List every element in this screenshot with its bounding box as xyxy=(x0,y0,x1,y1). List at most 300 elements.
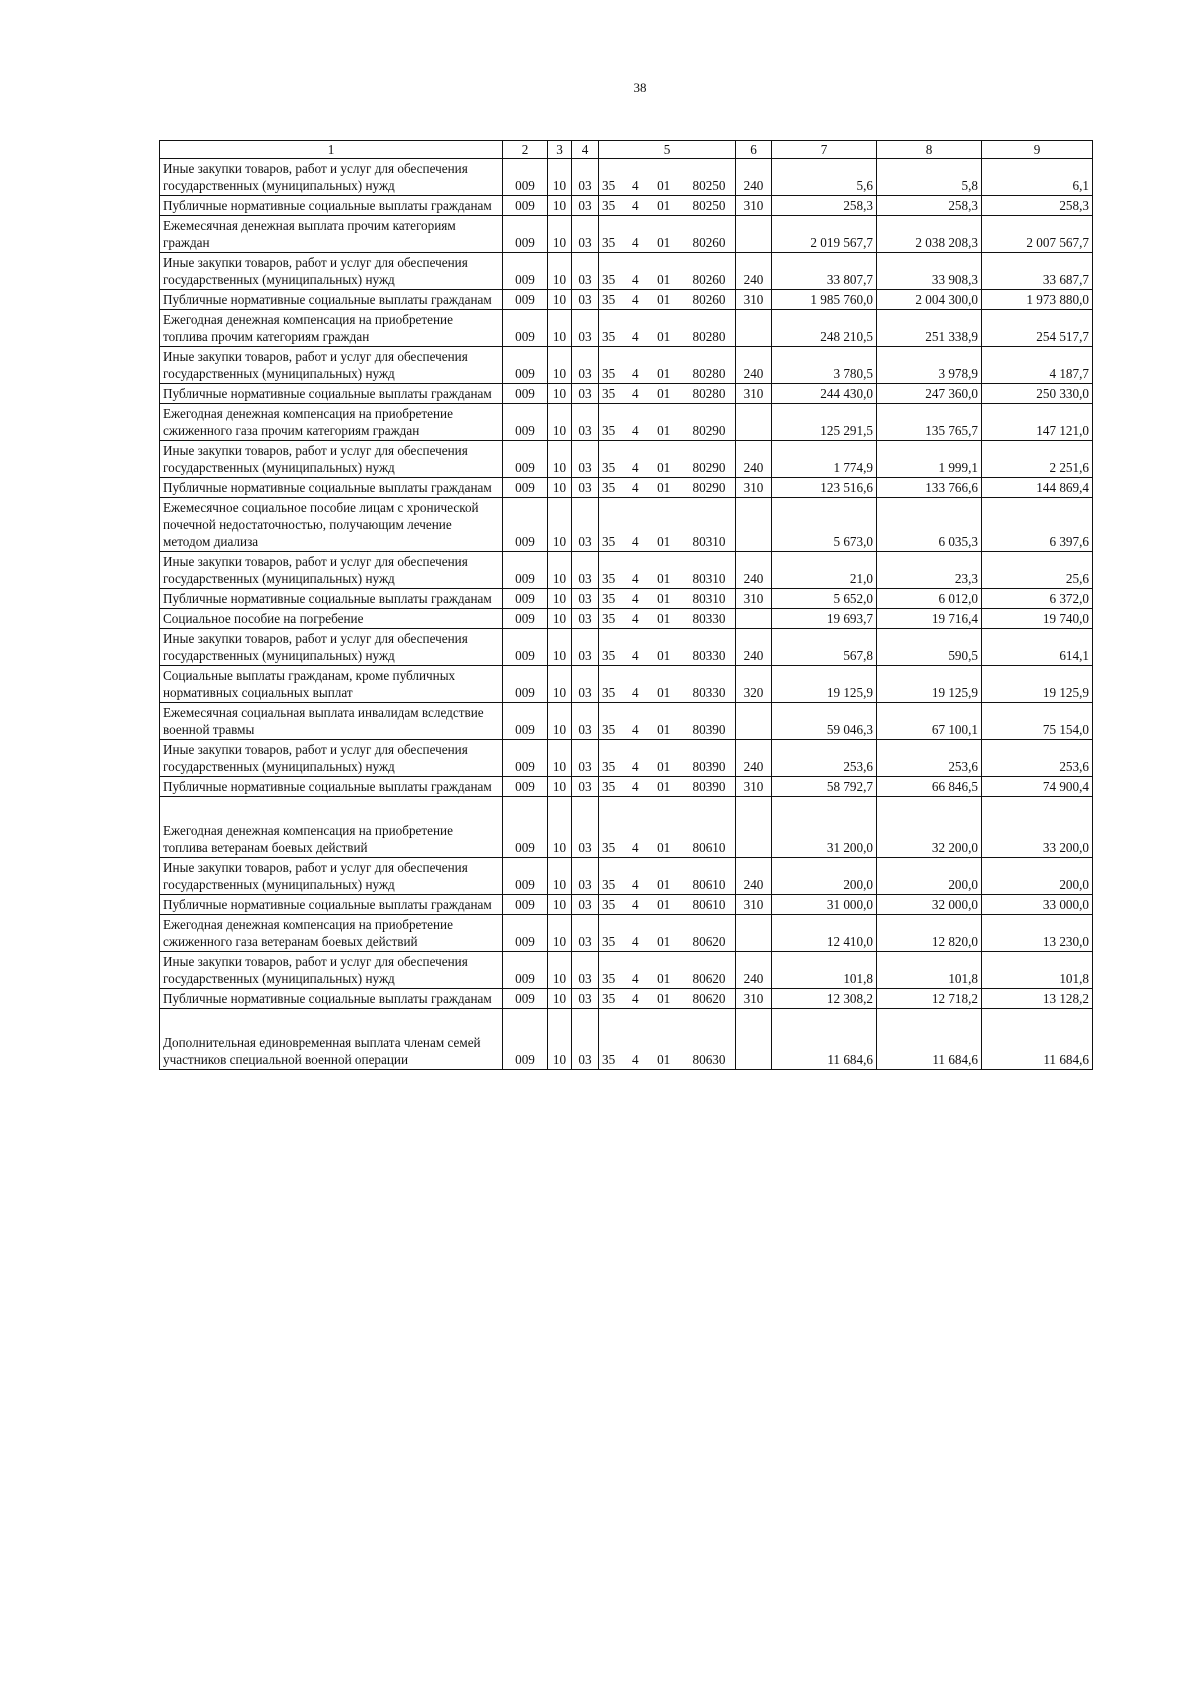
code-event: 01 xyxy=(657,897,671,912)
code-section: 10 xyxy=(548,404,572,441)
code-direction: 80630 xyxy=(692,1052,726,1067)
code-subsection: 03 xyxy=(572,384,599,404)
amount-year-2: 3 978,9 xyxy=(877,347,982,384)
code-section: 10 xyxy=(548,498,572,552)
code-target-article xyxy=(599,1009,736,1070)
table-row xyxy=(160,310,1093,347)
code-ministry: 009 xyxy=(503,895,548,915)
code-target-article xyxy=(599,478,736,498)
code-ministry: 009 xyxy=(503,196,548,216)
code-direction: 80330 xyxy=(692,648,726,663)
amount-year-3: 6 372,0 xyxy=(982,589,1093,609)
code-subprogram: 4 xyxy=(632,759,639,774)
code-subsection: 03 xyxy=(572,589,599,609)
code-subprogram: 4 xyxy=(632,591,639,606)
code-direction: 80610 xyxy=(692,840,726,855)
code-subprogram: 4 xyxy=(632,480,639,495)
code-event: 01 xyxy=(657,991,671,1006)
amount-year-3: 19 125,9 xyxy=(982,666,1093,703)
code-subsection: 03 xyxy=(572,777,599,797)
code-expense-type xyxy=(736,404,772,441)
code-event: 01 xyxy=(657,759,671,774)
code-direction: 80260 xyxy=(692,235,726,250)
code-section: 10 xyxy=(548,384,572,404)
code-subprogram: 4 xyxy=(632,1052,639,1067)
amount-year-1: 248 210,5 xyxy=(772,310,877,347)
row-name: Ежегодная денежная компенсация на приобретение топлива прочим категориям граждан xyxy=(160,310,503,347)
code-section: 10 xyxy=(548,552,572,589)
column-header: 2 xyxy=(503,141,548,159)
code-event: 01 xyxy=(657,571,671,586)
code-direction: 80290 xyxy=(692,423,726,438)
code-direction: 80390 xyxy=(692,759,726,774)
amount-year-1: 2 019 567,7 xyxy=(772,216,877,253)
code-ministry: 009 xyxy=(503,629,548,666)
code-direction: 80250 xyxy=(692,178,726,193)
code-expense-type: 310 xyxy=(736,895,772,915)
code-target-article xyxy=(599,952,736,989)
code-target-article xyxy=(599,404,736,441)
code-target-article xyxy=(599,310,736,347)
amount-year-2: 247 360,0 xyxy=(877,384,982,404)
code-target-article xyxy=(599,290,736,310)
code-direction: 80260 xyxy=(692,292,726,307)
amount-year-1: 5,6 xyxy=(772,159,877,196)
code-target-article xyxy=(599,629,736,666)
amount-year-2: 200,0 xyxy=(877,858,982,895)
code-target-article xyxy=(599,703,736,740)
table-row xyxy=(160,952,1093,989)
code-event: 01 xyxy=(657,1052,671,1067)
code-expense-type: 310 xyxy=(736,384,772,404)
row-name: Публичные нормативные социальные выплаты гражданам xyxy=(160,589,503,609)
code-subprogram: 4 xyxy=(632,877,639,892)
code-program: 35 xyxy=(602,329,616,344)
row-name: Дополнительная единовременная выплата членам семей участников специальной военной операции xyxy=(160,1009,503,1070)
amount-year-1: 567,8 xyxy=(772,629,877,666)
code-program: 35 xyxy=(602,877,616,892)
code-section: 10 xyxy=(548,347,572,384)
budget-table xyxy=(159,140,1093,1070)
row-name: Иные закупки товаров, работ и услуг для обеспечения государственных (муниципальных) нужд xyxy=(160,159,503,196)
code-expense-type xyxy=(736,498,772,552)
amount-year-2: 2 038 208,3 xyxy=(877,216,982,253)
code-direction: 80390 xyxy=(692,722,726,737)
code-ministry: 009 xyxy=(503,159,548,196)
table-row xyxy=(160,253,1093,290)
code-target-article xyxy=(599,196,736,216)
code-subsection: 03 xyxy=(572,347,599,384)
code-ministry: 009 xyxy=(503,552,548,589)
code-section: 10 xyxy=(548,1009,572,1070)
row-name: Иные закупки товаров, работ и услуг для обеспечения государственных (муниципальных) нужд xyxy=(160,552,503,589)
code-subsection: 03 xyxy=(572,895,599,915)
code-event: 01 xyxy=(657,178,671,193)
code-program: 35 xyxy=(602,178,616,193)
row-name: Ежемесячная денежная выплата прочим категориям граждан xyxy=(160,216,503,253)
code-program: 35 xyxy=(602,272,616,287)
code-event: 01 xyxy=(657,877,671,892)
amount-year-1: 200,0 xyxy=(772,858,877,895)
amount-year-3: 1 973 880,0 xyxy=(982,290,1093,310)
code-event: 01 xyxy=(657,840,671,855)
code-subprogram: 4 xyxy=(632,571,639,586)
code-direction: 80620 xyxy=(692,971,726,986)
code-expense-type: 240 xyxy=(736,740,772,777)
code-subsection: 03 xyxy=(572,498,599,552)
code-ministry: 009 xyxy=(503,915,548,952)
row-name: Публичные нормативные социальные выплаты гражданам xyxy=(160,777,503,797)
code-target-article xyxy=(599,384,736,404)
table-row xyxy=(160,404,1093,441)
amount-year-2: 258,3 xyxy=(877,196,982,216)
amount-year-1: 5 652,0 xyxy=(772,589,877,609)
column-header: 5 xyxy=(599,141,736,159)
code-subprogram: 4 xyxy=(632,329,639,344)
amount-year-3: 6,1 xyxy=(982,159,1093,196)
table-row xyxy=(160,478,1093,498)
code-section: 10 xyxy=(548,609,572,629)
code-expense-type: 240 xyxy=(736,952,772,989)
code-target-article xyxy=(599,216,736,253)
code-section: 10 xyxy=(548,989,572,1009)
page-number: 38 xyxy=(633,80,647,95)
amount-year-1: 19 125,9 xyxy=(772,666,877,703)
code-expense-type: 240 xyxy=(736,441,772,478)
code-target-article xyxy=(599,253,736,290)
row-name: Иные закупки товаров, работ и услуг для обеспечения государственных (муниципальных) нужд xyxy=(160,253,503,290)
amount-year-2: 590,5 xyxy=(877,629,982,666)
code-subprogram: 4 xyxy=(632,840,639,855)
code-program: 35 xyxy=(602,292,616,307)
code-program: 35 xyxy=(602,480,616,495)
code-event: 01 xyxy=(657,235,671,250)
code-section: 10 xyxy=(548,858,572,895)
amount-year-3: 2 007 567,7 xyxy=(982,216,1093,253)
code-section: 10 xyxy=(548,895,572,915)
amount-year-1: 59 046,3 xyxy=(772,703,877,740)
code-section: 10 xyxy=(548,777,572,797)
code-target-article xyxy=(599,989,736,1009)
code-program: 35 xyxy=(602,591,616,606)
table-row xyxy=(160,384,1093,404)
amount-year-2: 67 100,1 xyxy=(877,703,982,740)
amount-year-3: 2 251,6 xyxy=(982,441,1093,478)
amount-year-2: 101,8 xyxy=(877,952,982,989)
code-expense-type: 310 xyxy=(736,478,772,498)
code-section: 10 xyxy=(548,703,572,740)
code-ministry: 009 xyxy=(503,703,548,740)
amount-year-3: 33 200,0 xyxy=(982,797,1093,858)
code-direction: 80310 xyxy=(692,571,726,586)
code-program: 35 xyxy=(602,366,616,381)
code-expense-type xyxy=(736,797,772,858)
amount-year-2: 251 338,9 xyxy=(877,310,982,347)
table-row xyxy=(160,858,1093,895)
amount-year-2: 32 200,0 xyxy=(877,797,982,858)
code-subprogram: 4 xyxy=(632,460,639,475)
table-row xyxy=(160,196,1093,216)
code-ministry: 009 xyxy=(503,253,548,290)
table-row xyxy=(160,797,1093,858)
code-target-article xyxy=(599,347,736,384)
amount-year-3: 147 121,0 xyxy=(982,404,1093,441)
code-target-article xyxy=(599,589,736,609)
code-ministry: 009 xyxy=(503,404,548,441)
code-target-article xyxy=(599,740,736,777)
code-program: 35 xyxy=(602,571,616,586)
code-direction: 80310 xyxy=(692,534,726,549)
amount-year-3: 253,6 xyxy=(982,740,1093,777)
table-row xyxy=(160,777,1093,797)
code-subsection: 03 xyxy=(572,858,599,895)
code-subsection: 03 xyxy=(572,441,599,478)
code-subsection: 03 xyxy=(572,310,599,347)
code-section: 10 xyxy=(548,216,572,253)
code-ministry: 009 xyxy=(503,441,548,478)
code-event: 01 xyxy=(657,722,671,737)
row-name: Социальное пособие на погребение xyxy=(160,609,503,629)
code-subsection: 03 xyxy=(572,915,599,952)
code-ministry: 009 xyxy=(503,498,548,552)
amount-year-1: 33 807,7 xyxy=(772,253,877,290)
code-target-article xyxy=(599,777,736,797)
code-event: 01 xyxy=(657,366,671,381)
code-direction: 80290 xyxy=(692,480,726,495)
amount-year-1: 31 000,0 xyxy=(772,895,877,915)
amount-year-3: 25,6 xyxy=(982,552,1093,589)
code-program: 35 xyxy=(602,611,616,626)
code-event: 01 xyxy=(657,685,671,700)
column-header: 6 xyxy=(736,141,772,159)
code-subprogram: 4 xyxy=(632,386,639,401)
code-program: 35 xyxy=(602,840,616,855)
code-subsection: 03 xyxy=(572,666,599,703)
row-name: Иные закупки товаров, работ и услуг для обеспечения государственных (муниципальных) нужд xyxy=(160,629,503,666)
code-ministry: 009 xyxy=(503,347,548,384)
code-target-article xyxy=(599,915,736,952)
table-row xyxy=(160,216,1093,253)
column-header: 4 xyxy=(572,141,599,159)
code-subprogram: 4 xyxy=(632,722,639,737)
code-target-article xyxy=(599,797,736,858)
code-subprogram: 4 xyxy=(632,366,639,381)
code-program: 35 xyxy=(602,685,616,700)
code-program: 35 xyxy=(602,759,616,774)
code-subsection: 03 xyxy=(572,1009,599,1070)
code-subprogram: 4 xyxy=(632,934,639,949)
code-subprogram: 4 xyxy=(632,779,639,794)
code-expense-type xyxy=(736,1009,772,1070)
column-header: 9 xyxy=(982,141,1093,159)
code-program: 35 xyxy=(602,897,616,912)
code-subsection: 03 xyxy=(572,159,599,196)
amount-year-1: 1 774,9 xyxy=(772,441,877,478)
code-program: 35 xyxy=(602,971,616,986)
table-row xyxy=(160,703,1093,740)
code-event: 01 xyxy=(657,591,671,606)
row-name: Ежегодная денежная компенсация на приобретение сжиженного газа прочим категориям граждан xyxy=(160,404,503,441)
code-subprogram: 4 xyxy=(632,648,639,663)
code-event: 01 xyxy=(657,460,671,475)
code-section: 10 xyxy=(548,478,572,498)
code-program: 35 xyxy=(602,235,616,250)
code-expense-type xyxy=(736,216,772,253)
row-name: Ежегодная денежная компенсация на приобретение сжиженного газа ветеранам боевых действий xyxy=(160,915,503,952)
amount-year-2: 6 035,3 xyxy=(877,498,982,552)
amount-year-1: 31 200,0 xyxy=(772,797,877,858)
code-target-article xyxy=(599,858,736,895)
code-section: 10 xyxy=(548,740,572,777)
code-direction: 80330 xyxy=(692,611,726,626)
code-ministry: 009 xyxy=(503,216,548,253)
code-target-article xyxy=(599,666,736,703)
code-expense-type: 240 xyxy=(736,552,772,589)
amount-year-1: 244 430,0 xyxy=(772,384,877,404)
code-subprogram: 4 xyxy=(632,423,639,438)
row-name: Ежемесячная социальная выплата инвалидам вследствие военной травмы xyxy=(160,703,503,740)
code-expense-type: 320 xyxy=(736,666,772,703)
code-direction: 80620 xyxy=(692,934,726,949)
table-row xyxy=(160,441,1093,478)
table-row xyxy=(160,666,1093,703)
amount-year-1: 12 410,0 xyxy=(772,915,877,952)
row-name: Иные закупки товаров, работ и услуг для обеспечения государственных (муниципальных) нужд xyxy=(160,441,503,478)
amount-year-2: 12 718,2 xyxy=(877,989,982,1009)
code-section: 10 xyxy=(548,952,572,989)
code-subsection: 03 xyxy=(572,478,599,498)
code-expense-type xyxy=(736,915,772,952)
code-direction: 80260 xyxy=(692,272,726,287)
column-header: 8 xyxy=(877,141,982,159)
amount-year-2: 1 999,1 xyxy=(877,441,982,478)
code-program: 35 xyxy=(602,423,616,438)
code-expense-type: 240 xyxy=(736,347,772,384)
code-direction: 80610 xyxy=(692,897,726,912)
amount-year-2: 12 820,0 xyxy=(877,915,982,952)
code-ministry: 009 xyxy=(503,589,548,609)
code-direction: 80610 xyxy=(692,877,726,892)
amount-year-2: 33 908,3 xyxy=(877,253,982,290)
table-row xyxy=(160,290,1093,310)
code-subsection: 03 xyxy=(572,253,599,290)
code-subsection: 03 xyxy=(572,740,599,777)
code-subprogram: 4 xyxy=(632,272,639,287)
amount-year-3: 6 397,6 xyxy=(982,498,1093,552)
code-subprogram: 4 xyxy=(632,685,639,700)
amount-year-1: 101,8 xyxy=(772,952,877,989)
row-name: Ежегодная денежная компенсация на приобретение топлива ветеранам боевых действий xyxy=(160,797,503,858)
code-direction: 80330 xyxy=(692,685,726,700)
amount-year-3: 258,3 xyxy=(982,196,1093,216)
code-subprogram: 4 xyxy=(632,534,639,549)
row-name: Публичные нормативные социальные выплаты гражданам xyxy=(160,478,503,498)
column-header: 1 xyxy=(160,141,503,159)
row-name: Иные закупки товаров, работ и услуг для обеспечения государственных (муниципальных) нужд xyxy=(160,858,503,895)
table-row xyxy=(160,589,1093,609)
code-section: 10 xyxy=(548,159,572,196)
amount-year-2: 253,6 xyxy=(877,740,982,777)
amount-year-2: 135 765,7 xyxy=(877,404,982,441)
code-event: 01 xyxy=(657,971,671,986)
code-expense-type: 240 xyxy=(736,159,772,196)
code-subprogram: 4 xyxy=(632,897,639,912)
amount-year-2: 66 846,5 xyxy=(877,777,982,797)
code-program: 35 xyxy=(602,991,616,1006)
code-program: 35 xyxy=(602,648,616,663)
amount-year-2: 32 000,0 xyxy=(877,895,982,915)
code-expense-type: 240 xyxy=(736,253,772,290)
code-direction: 80280 xyxy=(692,329,726,344)
code-subsection: 03 xyxy=(572,629,599,666)
code-subsection: 03 xyxy=(572,797,599,858)
table-row xyxy=(160,609,1093,629)
code-ministry: 009 xyxy=(503,1009,548,1070)
code-subprogram: 4 xyxy=(632,971,639,986)
amount-year-3: 75 154,0 xyxy=(982,703,1093,740)
code-target-article xyxy=(599,159,736,196)
amount-year-3: 254 517,7 xyxy=(982,310,1093,347)
amount-year-3: 4 187,7 xyxy=(982,347,1093,384)
code-ministry: 009 xyxy=(503,989,548,1009)
code-section: 10 xyxy=(548,629,572,666)
table-row xyxy=(160,498,1093,552)
code-section: 10 xyxy=(548,666,572,703)
code-target-article xyxy=(599,552,736,589)
code-section: 10 xyxy=(548,290,572,310)
code-direction: 80280 xyxy=(692,386,726,401)
amount-year-3: 250 330,0 xyxy=(982,384,1093,404)
code-event: 01 xyxy=(657,292,671,307)
code-section: 10 xyxy=(548,441,572,478)
row-name: Иные закупки товаров, работ и услуг для обеспечения государственных (муниципальных) нужд xyxy=(160,952,503,989)
amount-year-1: 19 693,7 xyxy=(772,609,877,629)
code-section: 10 xyxy=(548,797,572,858)
code-ministry: 009 xyxy=(503,858,548,895)
code-ministry: 009 xyxy=(503,384,548,404)
amount-year-1: 258,3 xyxy=(772,196,877,216)
code-expense-type xyxy=(736,609,772,629)
row-name: Публичные нормативные социальные выплаты гражданам xyxy=(160,895,503,915)
amount-year-1: 125 291,5 xyxy=(772,404,877,441)
amount-year-3: 33 687,7 xyxy=(982,253,1093,290)
code-direction: 80390 xyxy=(692,779,726,794)
code-target-article xyxy=(599,609,736,629)
amount-year-2: 11 684,6 xyxy=(877,1009,982,1070)
code-ministry: 009 xyxy=(503,777,548,797)
code-subsection: 03 xyxy=(572,989,599,1009)
code-subsection: 03 xyxy=(572,404,599,441)
code-event: 01 xyxy=(657,480,671,495)
code-program: 35 xyxy=(602,779,616,794)
table-row xyxy=(160,159,1093,196)
row-name: Публичные нормативные социальные выплаты гражданам xyxy=(160,196,503,216)
amount-year-3: 33 000,0 xyxy=(982,895,1093,915)
code-program: 35 xyxy=(602,386,616,401)
code-section: 10 xyxy=(548,589,572,609)
code-subsection: 03 xyxy=(572,552,599,589)
amount-year-3: 13 230,0 xyxy=(982,915,1093,952)
code-program: 35 xyxy=(602,1052,616,1067)
amount-year-1: 253,6 xyxy=(772,740,877,777)
amount-year-3: 200,0 xyxy=(982,858,1093,895)
amount-year-2: 19 125,9 xyxy=(877,666,982,703)
code-ministry: 009 xyxy=(503,290,548,310)
code-expense-type: 310 xyxy=(736,989,772,1009)
row-name: Иные закупки товаров, работ и услуг для обеспечения государственных (муниципальных) нужд xyxy=(160,740,503,777)
row-name: Публичные нормативные социальные выплаты гражданам xyxy=(160,290,503,310)
code-subsection: 03 xyxy=(572,216,599,253)
